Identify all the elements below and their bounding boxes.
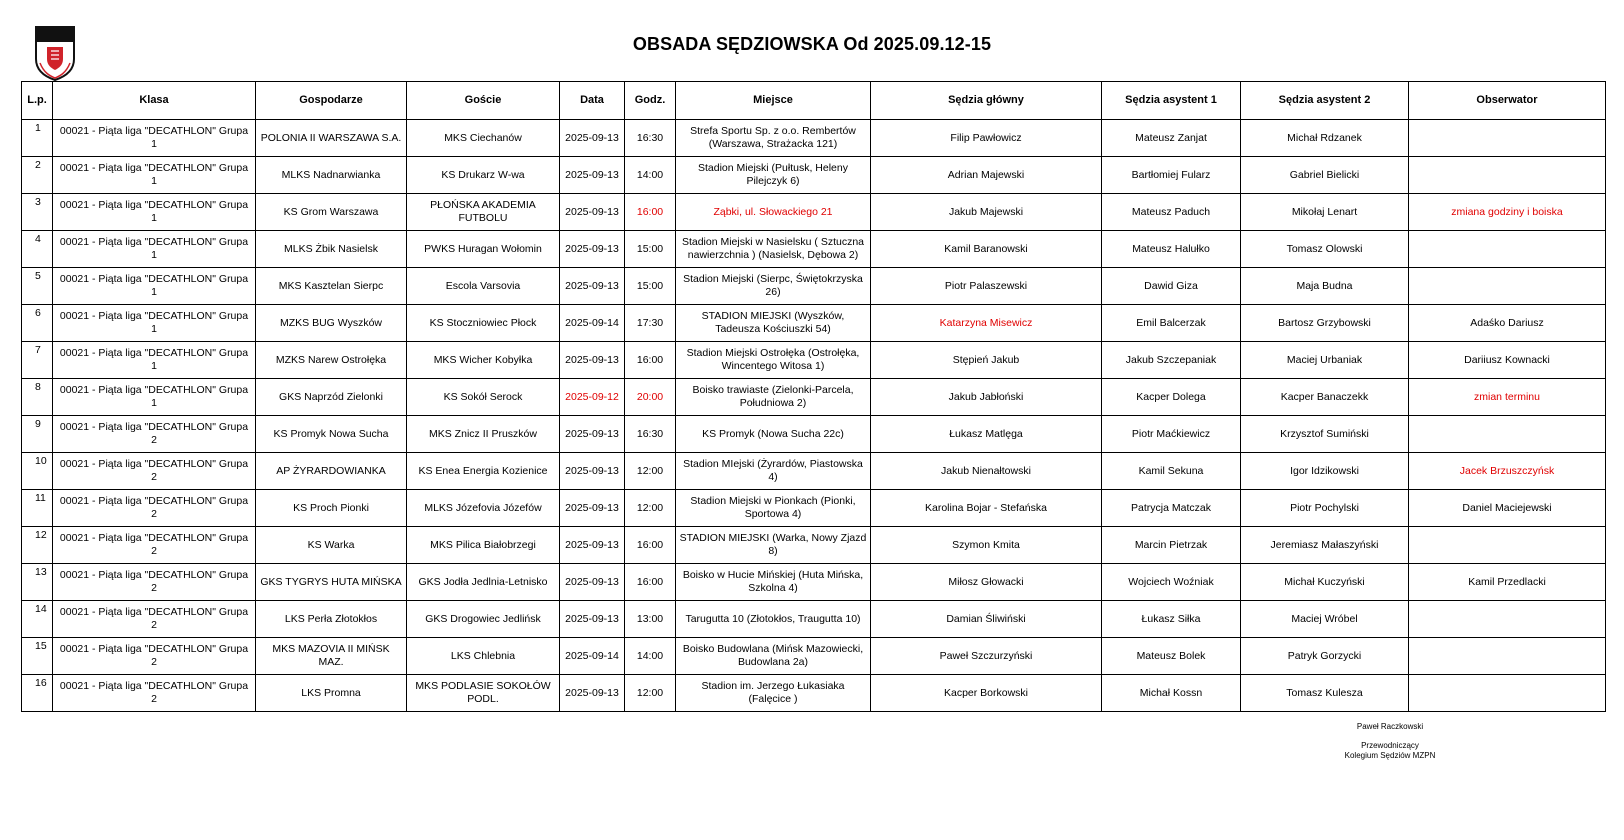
cell-goscie: KS Stoczniowiec Płock [407, 305, 560, 342]
cell-sedzia: Jakub Jabłoński [871, 379, 1102, 416]
table-row [22, 120, 1606, 157]
cell-gospodarze: MKS MAZOVIA II MIŃSK MAZ. [256, 638, 407, 675]
cell-sedzia: Adrian Majewski [871, 157, 1102, 194]
cell-lp: 16 [22, 675, 53, 712]
cell-sedzia: Piotr Palaszewski [871, 268, 1102, 305]
cell-lp: 10 [22, 453, 53, 490]
cell-data: 2025-09-13 [560, 231, 625, 268]
cell-asystent2: Maciej Wróbel [1241, 601, 1409, 638]
cell-data: 2025-09-13 [560, 342, 625, 379]
cell-godz: 13:00 [625, 601, 676, 638]
cell-lp: 1 [22, 120, 53, 157]
cell-obserwator [1409, 638, 1606, 675]
cell-miejsce: Tarugutta 10 (Złotokłos, Traugutta 10) [676, 601, 871, 638]
cell-asystent1: Marcin Pietrzak [1102, 527, 1241, 564]
cell-klasa: 00021 - Piąta liga "DECATHLON" Grupa 1 [53, 342, 256, 379]
cell-asystent2: Maja Budna [1241, 268, 1409, 305]
col-header-klasa: Klasa [53, 82, 256, 120]
cell-goscie: Escola Varsovia [407, 268, 560, 305]
cell-lp: 15 [22, 638, 53, 675]
cell-obserwator [1409, 675, 1606, 712]
cell-miejsce: STADION MIEJSKI (Wyszków, Tadeusza Kościuszki 54) [676, 305, 871, 342]
cell-lp: 7 [22, 342, 53, 379]
cell-klasa: 00021 - Piąta liga "DECATHLON" Grupa 2 [53, 638, 256, 675]
cell-asystent2: Krzysztof Sumiński [1241, 416, 1409, 453]
cell-gospodarze: LKS Perła Złotokłos [256, 601, 407, 638]
table-row [22, 453, 1606, 490]
cell-asystent2: Igor Idzikowski [1241, 453, 1409, 490]
cell-gospodarze: MLKS Żbik Nasielsk [256, 231, 407, 268]
cell-asystent2: Bartosz Grzybowski [1241, 305, 1409, 342]
col-header-obserwator: Obserwator [1409, 82, 1606, 120]
cell-klasa: 00021 - Piąta liga "DECATHLON" Grupa 1 [53, 305, 256, 342]
cell-lp: 8 [22, 379, 53, 416]
col-header-lp: L.p. [22, 82, 53, 120]
cell-miejsce: Stadion Miejski (Sierpc, Świętokrzyska 26) [676, 268, 871, 305]
cell-asystent2: Patryk Gorzycki [1241, 638, 1409, 675]
cell-klasa: 00021 - Piąta liga "DECATHLON" Grupa 2 [53, 527, 256, 564]
cell-obserwator [1409, 157, 1606, 194]
cell-miejsce: Ząbki, ul. Słowackiego 21 [676, 194, 871, 231]
cell-gospodarze: MLKS Nadnarwianka [256, 157, 407, 194]
cell-gospodarze: LKS Promna [256, 675, 407, 712]
cell-gospodarze: AP ŻYRARDOWIANKA [256, 453, 407, 490]
cell-klasa: 00021 - Piąta liga "DECATHLON" Grupa 2 [53, 601, 256, 638]
cell-data: 2025-09-14 [560, 638, 625, 675]
cell-godz: 16:00 [625, 527, 676, 564]
cell-lp: 14 [22, 601, 53, 638]
cell-asystent2: Tomasz Olowski [1241, 231, 1409, 268]
cell-sedzia: Kacper Borkowski [871, 675, 1102, 712]
cell-klasa: 00021 - Piąta liga "DECATHLON" Grupa 2 [53, 675, 256, 712]
cell-data: 2025-09-13 [560, 416, 625, 453]
table-row [22, 194, 1606, 231]
col-header-goscie: Goście [407, 82, 560, 120]
cell-gospodarze: POLONIA II WARSZAWA S.A. [256, 120, 407, 157]
cell-obserwator: Dariiusz Kownacki [1409, 342, 1606, 379]
cell-miejsce: Stadion Miejski w Pionkach (Pionki, Sportowa 4) [676, 490, 871, 527]
referee-assignment-table [21, 81, 1606, 712]
cell-goscie: MKS Znicz II Pruszków [407, 416, 560, 453]
cell-gospodarze: KS Proch Pionki [256, 490, 407, 527]
cell-goscie: LKS Chlebnia [407, 638, 560, 675]
cell-obserwator: Kamil Przedlacki [1409, 564, 1606, 601]
cell-goscie: MKS Pilica Białobrzegi [407, 527, 560, 564]
cell-goscie: MKS Wicher Kobyłka [407, 342, 560, 379]
cell-gospodarze: GKS Naprzód Zielonki [256, 379, 407, 416]
table-header-row [22, 82, 1606, 120]
cell-obserwator [1409, 268, 1606, 305]
col-header-asystent-1: Sędzia asystent 1 [1102, 82, 1241, 120]
cell-sedzia: Szymon Kmita [871, 527, 1102, 564]
cell-data: 2025-09-13 [560, 675, 625, 712]
cell-miejsce: Boisko trawiaste (Zielonki-Parcela, Południowa 2) [676, 379, 871, 416]
cell-godz: 20:00 [625, 379, 676, 416]
cell-godz: 12:00 [625, 490, 676, 527]
table-row [22, 268, 1606, 305]
cell-godz: 12:00 [625, 675, 676, 712]
col-header-godz: Godz. [625, 82, 676, 120]
cell-gospodarze: MKS Kasztelan Sierpc [256, 268, 407, 305]
cell-miejsce: Stadion Miejski (Pułtusk, Heleny Pilejczyk 6) [676, 157, 871, 194]
cell-lp: 12 [22, 527, 53, 564]
cell-asystent1: Dawid Giza [1102, 268, 1241, 305]
cell-data: 2025-09-13 [560, 194, 625, 231]
col-header-data: Data [560, 82, 625, 120]
cell-obserwator [1409, 416, 1606, 453]
cell-lp: 4 [22, 231, 53, 268]
cell-asystent1: Wojciech Woźniak [1102, 564, 1241, 601]
cell-klasa: 00021 - Piąta liga "DECATHLON" Grupa 1 [53, 194, 256, 231]
cell-goscie: GKS Jodła Jedlnia-Letnisko [407, 564, 560, 601]
cell-goscie: KS Enea Energia Kozienice [407, 453, 560, 490]
cell-klasa: 00021 - Piąta liga "DECATHLON" Grupa 2 [53, 564, 256, 601]
cell-asystent1: Łukasz Siłka [1102, 601, 1241, 638]
cell-data: 2025-09-12 [560, 379, 625, 416]
cell-asystent1: Piotr Maćkiewicz [1102, 416, 1241, 453]
cell-sedzia: Miłosz Głowacki [871, 564, 1102, 601]
cell-asystent2: Michał Rdzanek [1241, 120, 1409, 157]
cell-lp: 3 [22, 194, 53, 231]
cell-asystent2: Maciej Urbaniak [1241, 342, 1409, 379]
cell-klasa: 00021 - Piąta liga "DECATHLON" Grupa 1 [53, 231, 256, 268]
cell-obserwator: Jacek Brzuszczyńsk [1409, 453, 1606, 490]
cell-gospodarze: MZKS Narew Ostrołęka [256, 342, 407, 379]
table-row [22, 527, 1606, 564]
cell-miejsce: Stadion Miejski w Nasielsku ( Sztuczna nawierzchnia ) (Nasielsk, Dębowa 2) [676, 231, 871, 268]
cell-godz: 16:00 [625, 342, 676, 379]
cell-goscie: KS Drukarz W-wa [407, 157, 560, 194]
cell-gospodarze: KS Grom Warszawa [256, 194, 407, 231]
cell-sedzia: Łukasz Matlęga [871, 416, 1102, 453]
cell-obserwator [1409, 601, 1606, 638]
cell-asystent2: Michał Kuczyński [1241, 564, 1409, 601]
cell-godz: 16:30 [625, 120, 676, 157]
cell-asystent2: Piotr Pochylski [1241, 490, 1409, 527]
cell-lp: 2 [22, 157, 53, 194]
table-row [22, 638, 1606, 675]
cell-asystent1: Mateusz Zanjat [1102, 120, 1241, 157]
cell-asystent1: Kamil Sekuna [1102, 453, 1241, 490]
table-row [22, 564, 1606, 601]
cell-gospodarze: KS Warka [256, 527, 407, 564]
cell-lp: 13 [22, 564, 53, 601]
cell-godz: 15:00 [625, 231, 676, 268]
cell-data: 2025-09-13 [560, 601, 625, 638]
cell-data: 2025-09-13 [560, 453, 625, 490]
cell-asystent1: Mateusz Bolek [1102, 638, 1241, 675]
cell-data: 2025-09-13 [560, 157, 625, 194]
cell-miejsce: STADION MIEJSKI (Warka, Nowy Zjazd 8) [676, 527, 871, 564]
cell-sedzia: Paweł Szczurzyński [871, 638, 1102, 675]
cell-asystent2: Kacper Banaczekk [1241, 379, 1409, 416]
cell-miejsce: Boisko w Hucie Mińskiej (Huta Mińska, Szkolna 4) [676, 564, 871, 601]
cell-sedzia: Jakub Nienałtowski [871, 453, 1102, 490]
cell-goscie: GKS Drogowiec Jedlińsk [407, 601, 560, 638]
table-row [22, 231, 1606, 268]
table-row [22, 157, 1606, 194]
col-header-gospodarze: Gospodarze [256, 82, 407, 120]
cell-obserwator [1409, 527, 1606, 564]
table-row [22, 601, 1606, 638]
cell-godz: 15:00 [625, 268, 676, 305]
cell-miejsce: KS Promyk (Nowa Sucha 22c) [676, 416, 871, 453]
cell-godz: 16:00 [625, 194, 676, 231]
cell-klasa: 00021 - Piąta liga "DECATHLON" Grupa 1 [53, 379, 256, 416]
table-body [22, 120, 1606, 712]
cell-asystent1: Patrycja Matczak [1102, 490, 1241, 527]
cell-obserwator: Daniel Maciejewski [1409, 490, 1606, 527]
cell-goscie: KS Sokół Serock [407, 379, 560, 416]
cell-klasa: 00021 - Piąta liga "DECATHLON" Grupa 1 [53, 120, 256, 157]
col-header-sedzia-glowny: Sędzia główny [871, 82, 1102, 120]
cell-asystent1: Mateusz Halułko [1102, 231, 1241, 268]
cell-klasa: 00021 - Piąta liga "DECATHLON" Grupa 2 [53, 416, 256, 453]
cell-asystent1: Jakub Szczepaniak [1102, 342, 1241, 379]
cell-asystent1: Bartłomiej Fularz [1102, 157, 1241, 194]
cell-sedzia: Stępień Jakub [871, 342, 1102, 379]
col-header-asystent-2: Sędzia asystent 2 [1241, 82, 1409, 120]
cell-data: 2025-09-14 [560, 305, 625, 342]
cell-godz: 14:00 [625, 157, 676, 194]
cell-godz: 16:30 [625, 416, 676, 453]
table-row [22, 305, 1606, 342]
cell-godz: 14:00 [625, 638, 676, 675]
signature-org: Kolegium Sędziów MZPN [1344, 751, 1436, 760]
cell-godz: 16:00 [625, 564, 676, 601]
cell-gospodarze: MZKS BUG Wyszków [256, 305, 407, 342]
cell-goscie: MLKS Józefovia Józefów [407, 490, 560, 527]
cell-miejsce: Stadion im. Jerzego Łukasiaka (Falęcice ) [676, 675, 871, 712]
cell-data: 2025-09-13 [560, 527, 625, 564]
cell-miejsce: Stadion Miejski Ostrołęka (Ostrołęka, Wincentego Witosa 1) [676, 342, 871, 379]
col-header-miejsce: Miejsce [676, 82, 871, 120]
cell-klasa: 00021 - Piąta liga "DECATHLON" Grupa 2 [53, 453, 256, 490]
cell-gospodarze: GKS TYGRYS HUTA MIŃSKA [256, 564, 407, 601]
cell-asystent1: Emil Balcerzak [1102, 305, 1241, 342]
cell-data: 2025-09-13 [560, 268, 625, 305]
cell-obserwator: zmiana godziny i boiska [1409, 194, 1606, 231]
cell-sedzia: Kamil Baranowski [871, 231, 1102, 268]
cell-miejsce: Stadion MIejski (Żyrardów, Piastowska 4) [676, 453, 871, 490]
cell-lp: 5 [22, 268, 53, 305]
cell-goscie: PWKS Huragan Wołomin [407, 231, 560, 268]
cell-data: 2025-09-13 [560, 120, 625, 157]
cell-sedzia: Filip Pawłowicz [871, 120, 1102, 157]
cell-data: 2025-09-13 [560, 490, 625, 527]
cell-sedzia: Katarzyna Misewicz [871, 305, 1102, 342]
cell-lp: 11 [22, 490, 53, 527]
cell-data: 2025-09-13 [560, 564, 625, 601]
cell-klasa: 00021 - Piąta liga "DECATHLON" Grupa 1 [53, 157, 256, 194]
cell-asystent2: Tomasz Kulesza [1241, 675, 1409, 712]
cell-asystent2: Gabriel Bielicki [1241, 157, 1409, 194]
signature-name: Paweł Raczkowski [1356, 722, 1424, 731]
cell-sedzia: Damian Śliwiński [871, 601, 1102, 638]
cell-goscie: MKS Ciechanów [407, 120, 560, 157]
cell-miejsce: Strefa Sportu Sp. z o.o. Rembertów (Warszawa, Strażacka 121) [676, 120, 871, 157]
cell-obserwator: Adaśko Dariusz [1409, 305, 1606, 342]
cell-asystent1: Mateusz Paduch [1102, 194, 1241, 231]
table-row [22, 675, 1606, 712]
cell-godz: 12:00 [625, 453, 676, 490]
table-row [22, 490, 1606, 527]
cell-klasa: 00021 - Piąta liga "DECATHLON" Grupa 2 [53, 490, 256, 527]
cell-asystent2: Mikołaj Lenart [1241, 194, 1409, 231]
cell-obserwator: zmian terminu [1409, 379, 1606, 416]
cell-gospodarze: KS Promyk Nowa Sucha [256, 416, 407, 453]
table-row [22, 379, 1606, 416]
cell-lp: 9 [22, 416, 53, 453]
cell-klasa: 00021 - Piąta liga "DECATHLON" Grupa 1 [53, 268, 256, 305]
cell-miejsce: Boisko Budowlana (Mińsk Mazowiecki, Budowlana 2a) [676, 638, 871, 675]
cell-goscie: PŁOŃSKA AKADEMIA FUTBOLU [407, 194, 560, 231]
table-row [22, 416, 1606, 453]
cell-sedzia: Jakub Majewski [871, 194, 1102, 231]
cell-asystent1: Michał Kossn [1102, 675, 1241, 712]
cell-asystent1: Kacper Dolega [1102, 379, 1241, 416]
cell-goscie: MKS PODLASIE SOKOŁÓW PODL. [407, 675, 560, 712]
cell-obserwator [1409, 120, 1606, 157]
table-row [22, 342, 1606, 379]
cell-godz: 17:30 [625, 305, 676, 342]
page-title: OBSADA SĘDZIOWSKA Od 2025.09.12-15 [632, 34, 992, 54]
cell-sedzia: Karolina Bojar - Stefańska [871, 490, 1102, 527]
cell-lp: 6 [22, 305, 53, 342]
cell-asystent2: Jeremiasz Małaszyński [1241, 527, 1409, 564]
signature-role: Przewodniczący [1361, 741, 1419, 750]
cell-obserwator [1409, 231, 1606, 268]
